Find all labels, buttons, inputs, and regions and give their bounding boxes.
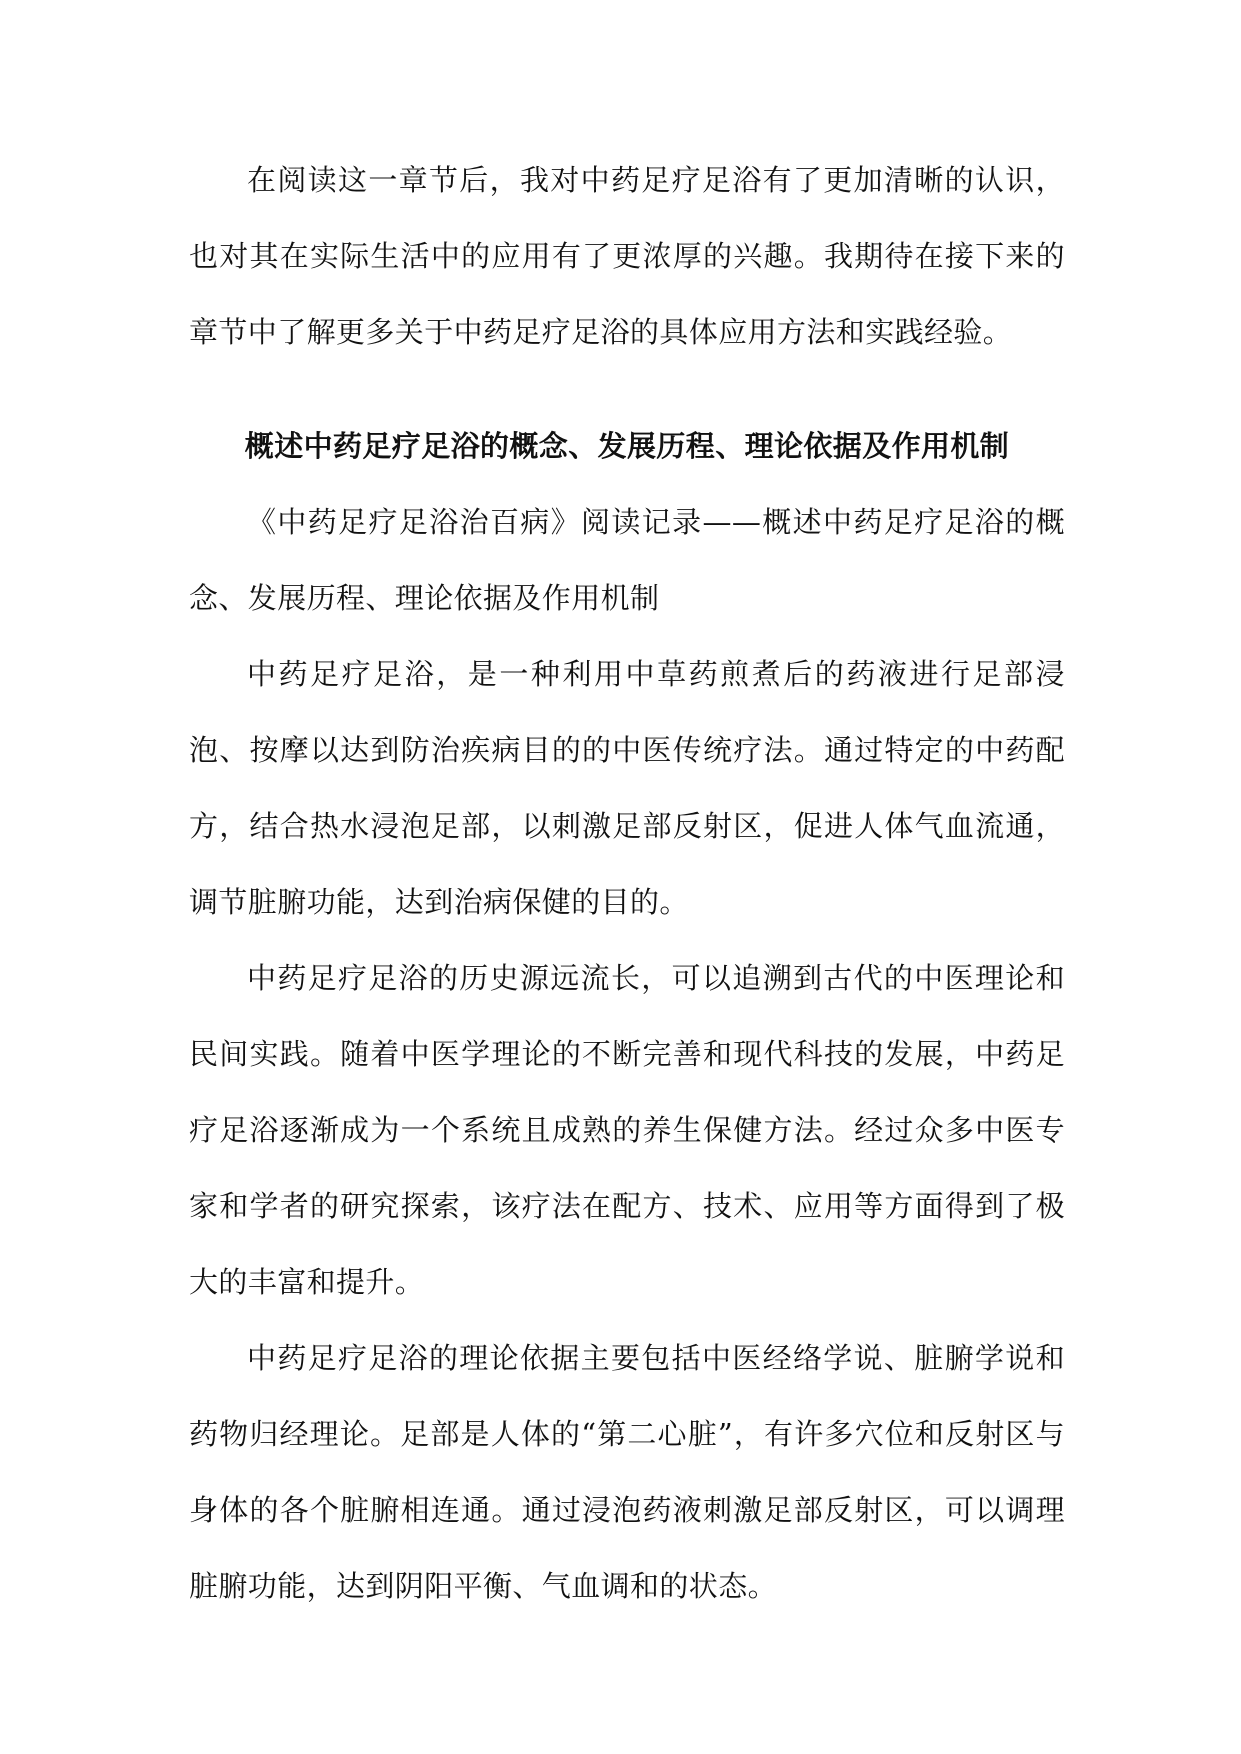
paragraph-reading-record-title: 《中药足疗足浴治百病》阅读记录——概述中药足疗足浴的概念、发展历程、理论依据及作用机制 xyxy=(189,505,1065,615)
paragraph-history: 中药足疗足浴的历史源远流长，可以追溯到古代的中医理论和民间实践。随着中医学理论的不断完善和现代科技的发展，中药足疗足浴逐渐成为一个系统且成熟的养生保健方法。经过众多中医专家和学者的研究探索，该疗法在配方、技术、应用等方面得到了极大的丰富和提升。 xyxy=(189,961,1065,1299)
document-body xyxy=(189,142,1065,1624)
section-heading: 概述中药足疗足浴的概念、发展历程、理论依据及作用机制 xyxy=(244,429,1010,463)
section-heading-wrapper xyxy=(189,408,1065,484)
paragraph-intro-reflection: 在阅读这一章节后，我对中药足疗足浴有了更加清晰的认识，也对其在实际生活中的应用有了更浓厚的兴趣。我期待在接下来的章节中了解更多关于中药足疗足浴的具体应用方法和实践经验。 xyxy=(189,163,1065,349)
paragraph-theory: 中药足疗足浴的理论依据主要包括中医经络学说、脏腑学说和药物归经理论。足部是人体的“第二心脏”，有许多穴位和反射区与身体的各个脏腑相连通。通过浸泡药液刺激足部反射区，可以调理脏腑功能，达到阴阳平衡、气血调和的状态。 xyxy=(189,1341,1065,1603)
paragraph-concept: 中药足疗足浴，是一种利用中草药煎煮后的药液进行足部浸泡、按摩以达到防治疾病目的的中医传统疗法。通过特定的中药配方，结合热水浸泡足部，以刺激足部反射区，促进人体气血流通，调节脏腑功能，达到治病保健的目的。 xyxy=(189,657,1065,919)
